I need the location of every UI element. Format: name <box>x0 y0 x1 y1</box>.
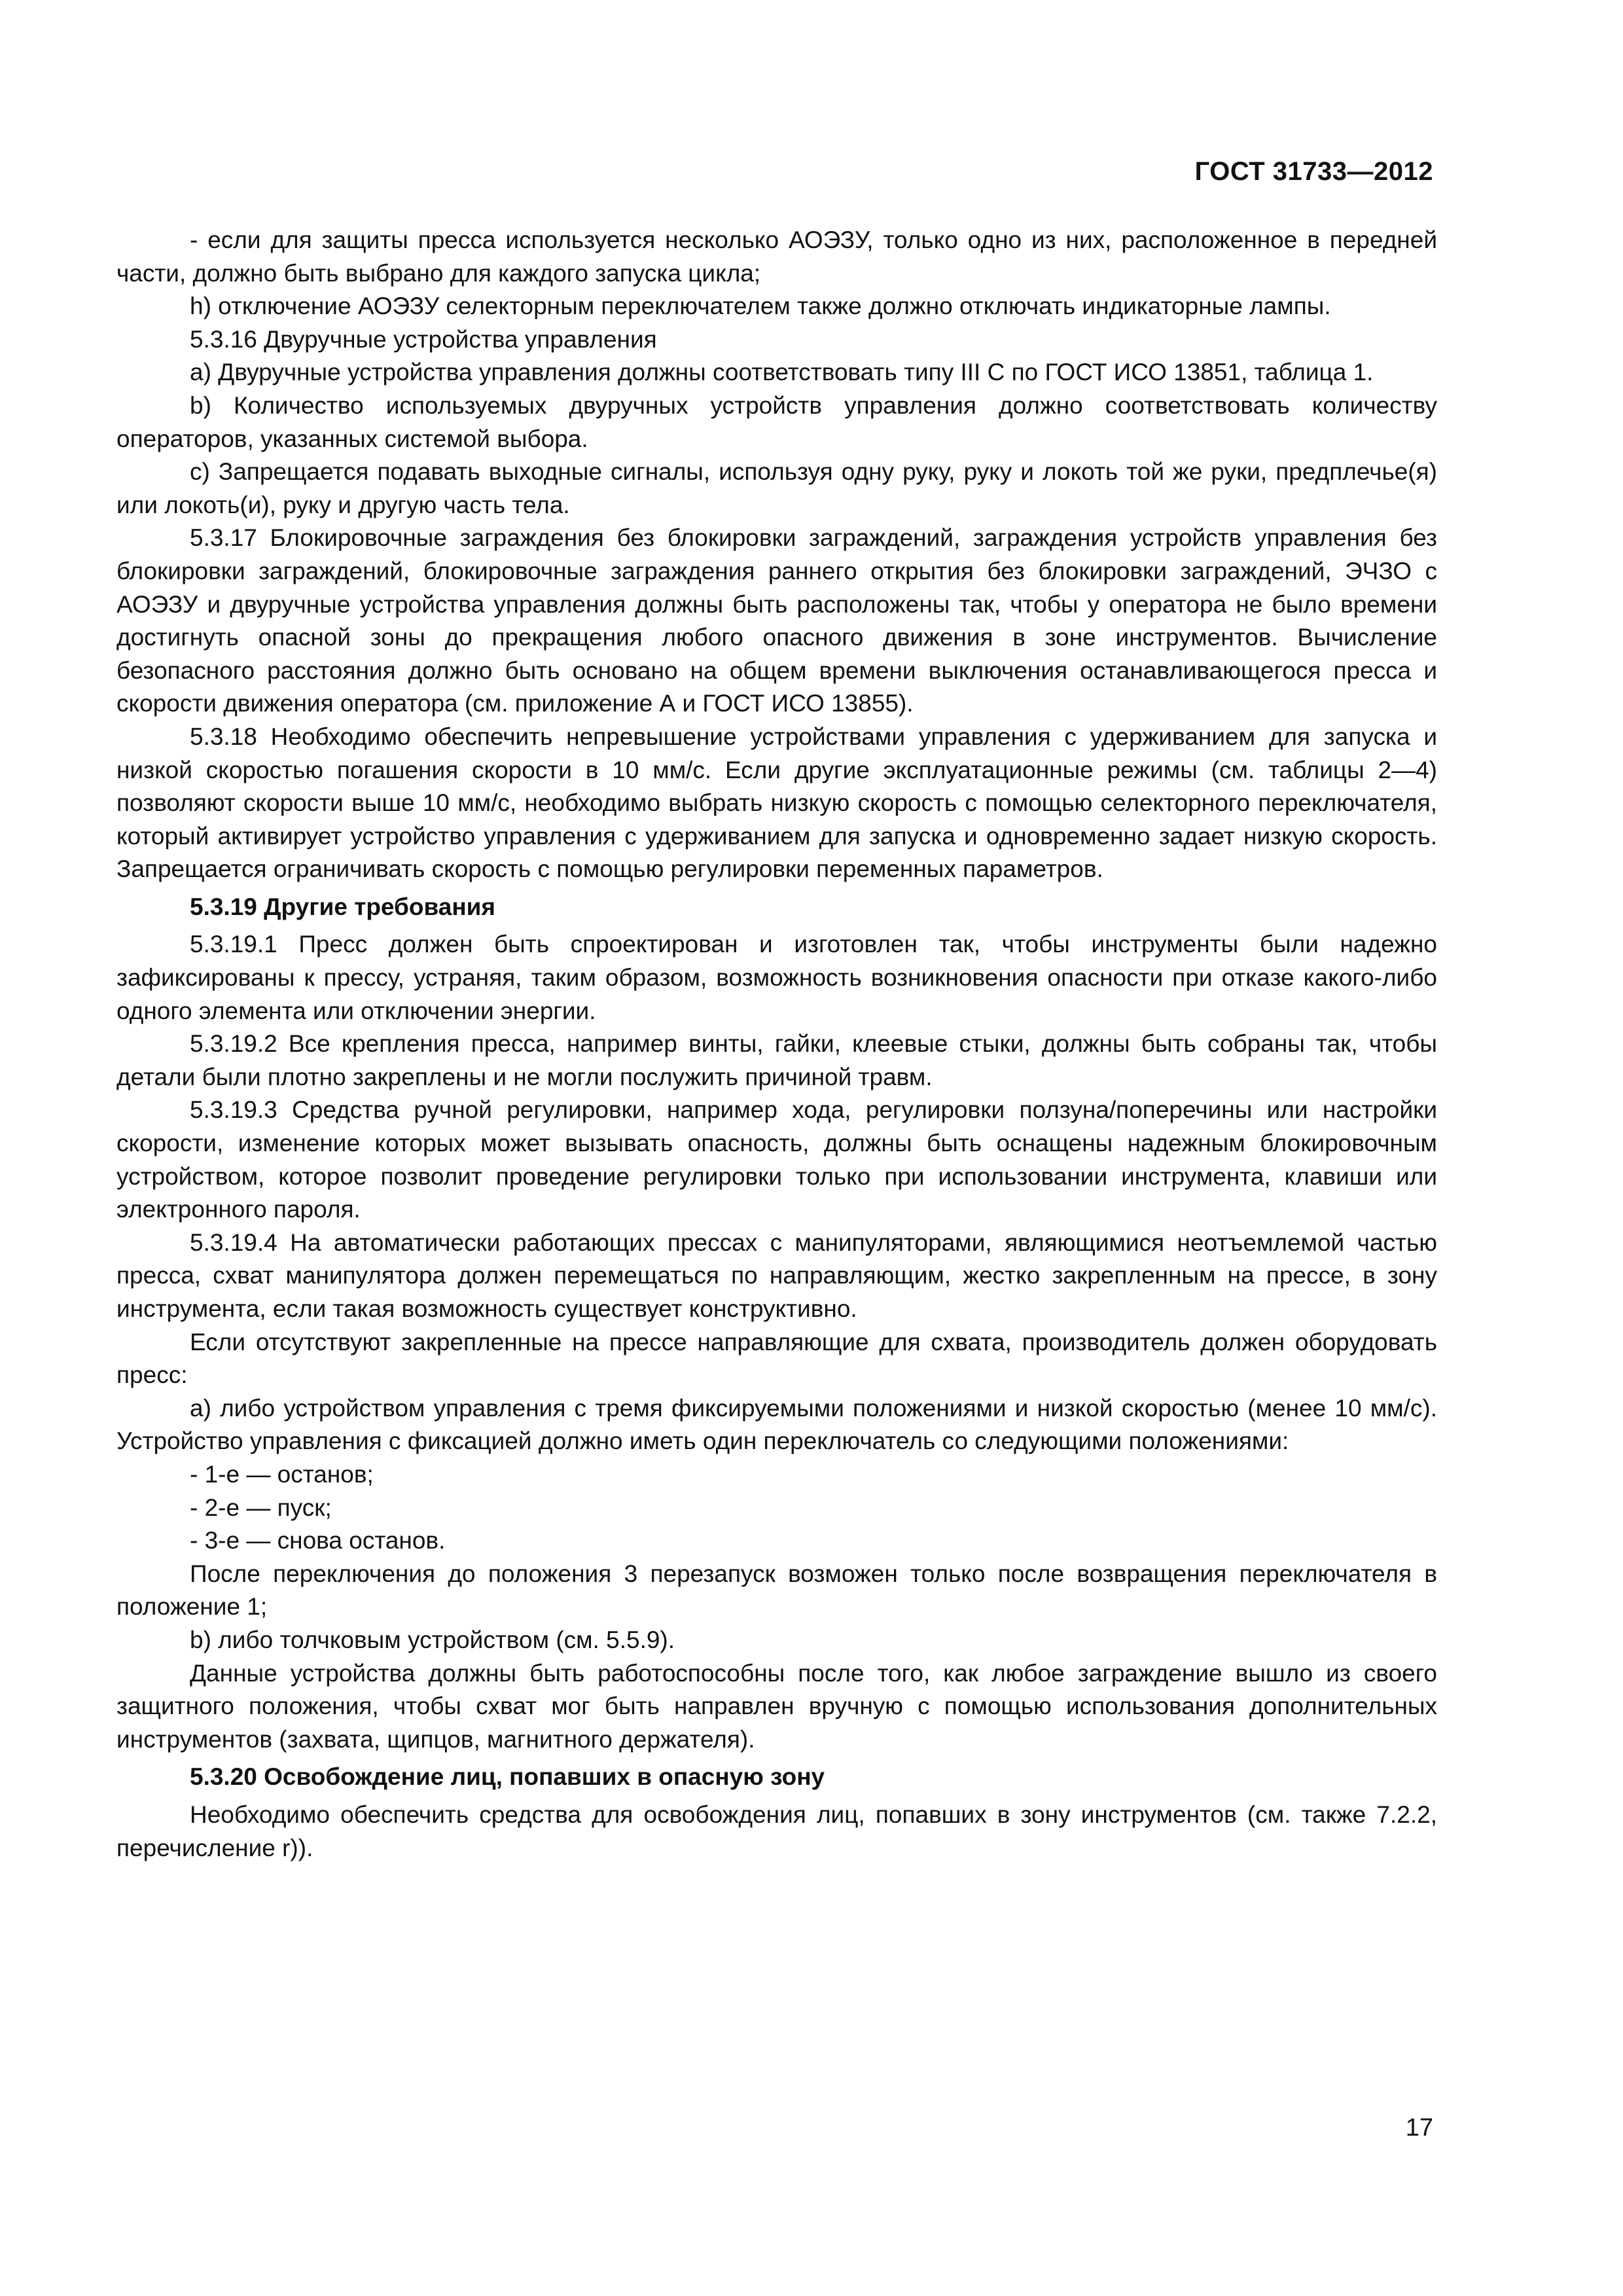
document-header: ГОСТ 31733—2012 <box>1194 157 1433 186</box>
paragraph: h) отключение АОЭЗУ селекторным переключателем также должно отключать индикаторные лампы. <box>190 293 1331 320</box>
paragraph: - если для защиты пресса используется несколько АОЭЗУ, только одно из них, расположенное в передней части, должно быть выбрано для каждого запуска цикла; <box>116 226 1437 287</box>
paragraph: b) либо толчковым устройством (см. 5.5.9). <box>190 1626 675 1653</box>
paragraph: a) либо устройством управления с тремя фиксируемыми положениями и низкой скоростью (менее 10 мм/с). Устройство управления с фиксацией должно иметь один переключатель со следующими положениями: <box>116 1394 1437 1455</box>
paragraph: b) Количество используемых двуручных устройств управления должно соответствовать количеству операторов, указанных системой выбора. <box>116 391 1437 452</box>
paragraph: a) Двуручные устройства управления должны соответствовать типу III C по ГОСТ ИСО 13851, таблица 1. <box>190 359 1374 386</box>
section-heading: 5.3.20 Освобождение лиц, попавших в опасную зону <box>190 1763 825 1791</box>
list-item: - 3-е — снова останов. <box>190 1527 446 1554</box>
paragraph: 5.3.17 Блокировочные заграждения без блокировки заграждений, заграждения устройств управления без блокировки заграждений, блокировочные заграждения раннего открытия без блокировки заграждений, ЭЧЗО с АОЭЗУ и двуручные устройства управления должны быть расположены так, чтобы у оператора не было времени достигнуть опасной зоны до прекращения любого опасного движения в зоне инструментов. Вычисление безопасного расстояния должно быть основано на общем времени выключения останавливающегося пресса и скорости движения оператора (см. приложение А и ГОСТ ИСО 13855). <box>116 524 1437 717</box>
paragraph: Данные устройства должны быть работоспособны после того, как любое заграждение вышло из своего защитного положения, чтобы схват мог быть направлен вручную с помощью использования дополнительных инструментов (захвата, щипцов, магнитного держателя). <box>116 1659 1437 1753</box>
paragraph: 5.3.18 Необходимо обеспечить непревышение устройствами управления с удерживанием для запуска и низкой скоростью погашения скорости в 10 мм/с. Если другие эксплуатационные режимы (см. таблицы 2—4) позволяют скорости выше 10 мм/с, необходимо выбрать низкую скорость с помощью селекторного переключателя, который активирует устройство управления с удерживанием для запуска и одновременно задает низкую скорость. Запрещается ограничивать скорость с помощью регулировки переменных параметров. <box>116 723 1437 883</box>
paragraph: После переключения до положения 3 перезапуск возможен только после возвращения переключателя в положение 1; <box>116 1560 1437 1621</box>
paragraph: Необходимо обеспечить средства для освобождения лиц, попавших в зону инструментов (см. также 7.2.2, перечисление r)). <box>116 1801 1437 1861</box>
section-heading: 5.3.19 Другие требования <box>190 893 495 920</box>
page-number: 17 <box>1405 2114 1433 2142</box>
section-title: 5.3.16 Двуручные устройства управления <box>190 325 657 353</box>
list-item: - 1-е — останов; <box>190 1460 374 1488</box>
paragraph: Если отсутствуют закрепленные на прессе направляющие для схвата, производитель должен оборудовать пресс: <box>116 1328 1437 1389</box>
paragraph: 5.3.19.4 На автоматически работающих прессах с манипуляторами, являющимися неотъемлемой частью пресса, схват манипулятора должен перемещаться по направляющим, жестко закрепленным на прессе, в зону инструмента, если такая возможность существует конструктивно. <box>116 1229 1437 1322</box>
document-body <box>116 224 1437 1865</box>
list-item: - 2-е — пуск; <box>190 1494 332 1521</box>
paragraph: 5.3.19.2 Все крепления пресса, например винты, гайки, клеевые стыки, должны быть собраны так, чтобы детали были плотно закреплены и не могли послужить причиной травм. <box>116 1030 1437 1090</box>
paragraph: c) Запрещается подавать выходные сигналы, используя одну руку, руку и локоть той же руки, предплечье(я) или локоть(и), руку и другую часть тела. <box>116 458 1437 518</box>
paragraph: 5.3.19.3 Средства ручной регулировки, например хода, регулировки ползуна/поперечины или настройки скорости, изменение которых может вызывать опасность, должны быть оснащены надежным блокировочным устройством, которое позволит проведение регулировки только при использовании инструмента, клавиши или электронного пароля. <box>116 1096 1437 1223</box>
paragraph: 5.3.19.1 Пресс должен быть спроектирован и изготовлен так, чтобы инструменты были надежно зафиксированы к прессу, устраняя, таким образом, возможность возникновения опасности при отказе какого-либо одного элемента или отключении энергии. <box>116 931 1437 1024</box>
